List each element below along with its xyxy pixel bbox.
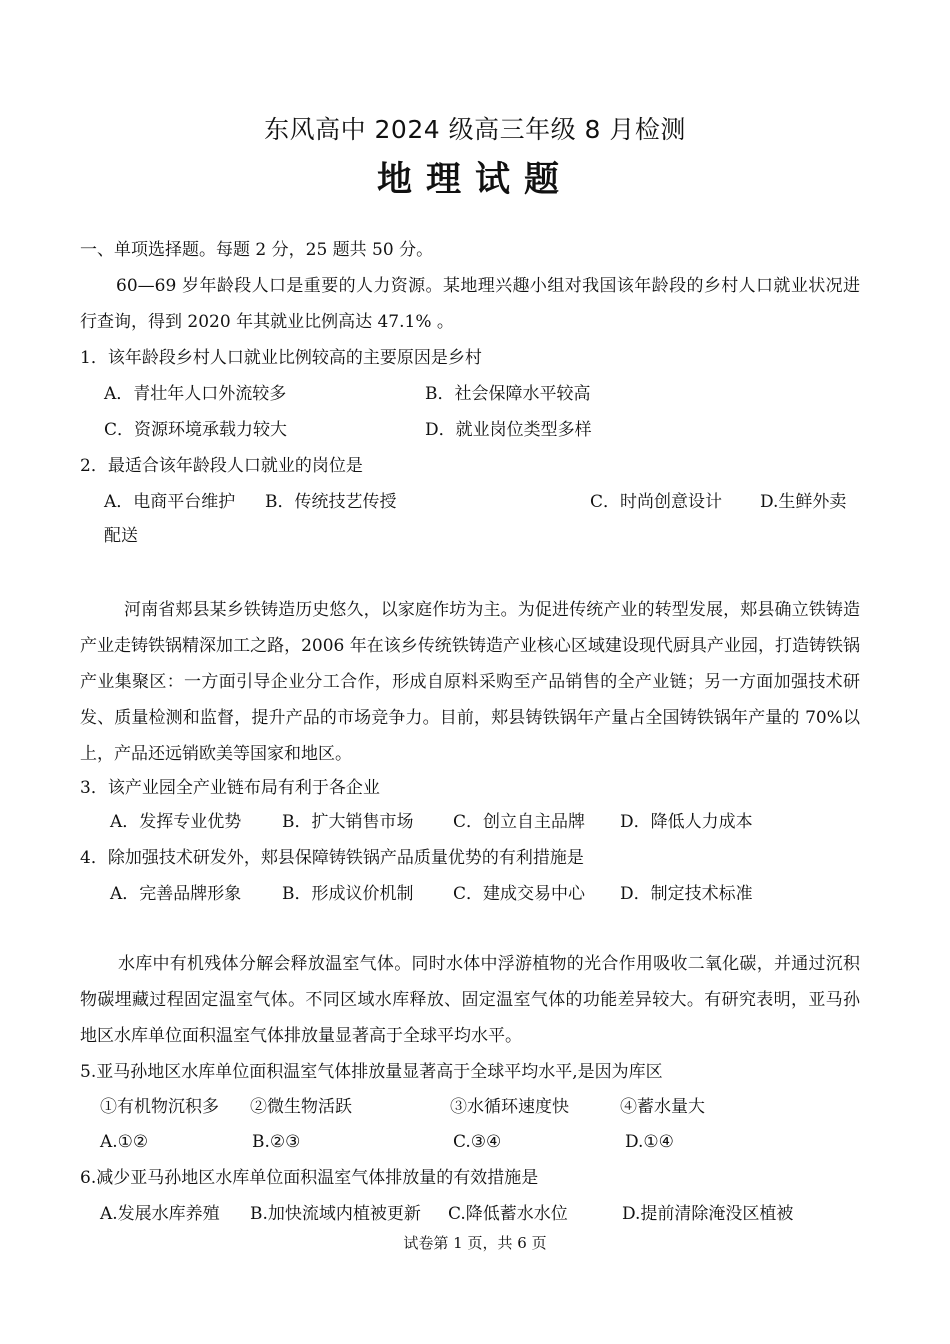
section-heading: 一、单项选择题。每题 2 分，25 题共 50 分。: [80, 240, 434, 260]
question-1-stem: 1．该年龄段乡村人口就业比例较高的主要原因是乡村: [80, 348, 482, 368]
question-1-option-a: A．青壮年人口外流较多: [104, 384, 287, 404]
question-3-option-d: D．降低人力成本: [620, 812, 753, 832]
question-2-option-b: B．传统技艺传授: [265, 492, 397, 512]
exam-title: 东风高中 2024 级高三年级 8 月检测: [264, 115, 686, 144]
question-3-option-b: B．扩大销售市场: [282, 812, 414, 832]
question-5-statement-2: ②微生物活跃: [250, 1097, 352, 1117]
question-6-option-c: C.降低蓄水水位: [448, 1204, 568, 1224]
question-2-option-d: D.生鲜外卖: [760, 492, 847, 512]
question-6-stem: 6.减少亚马孙地区水库单位面积温室气体排放量的有效措施是: [80, 1168, 539, 1188]
question-1-option-c: C．资源环境承载力较大: [104, 420, 288, 440]
passage-2: 河南省郏县某乡铁铸造历史悠久，以家庭作坊为主。为促进传统产业的转型发展，郏县确立铁铸造产业走铸铁锅精深加工之路，2006 年在该乡传统铁铸造产业核心区域建设现代厨具产业园，打造铸铁锅产业集聚区：一方面引导企业分工合作，形成自原料采购至产品销售的全产业链；另一方面加强技术研发、质量检测和监督，提升产品的市场竞争力。目前，郏县铸铁锅年产量占全国铸铁锅年产量的 70%以上，产品还远销欧美等国家和地区。: [80, 600, 860, 764]
question-3-stem: 3．该产业园全产业链布局有利于各企业: [80, 778, 380, 798]
subject-title: 地理试题: [376, 160, 573, 200]
question-6-option-d: D.提前清除淹没区植被: [622, 1204, 794, 1224]
question-2-option-c: C．时尚创意设计: [590, 492, 723, 512]
question-4-option-a: A．完善品牌形象: [110, 884, 242, 904]
question-2-option-d-continued: 配送: [104, 526, 138, 546]
question-5-option-c: C.③④: [453, 1132, 502, 1152]
question-2-stem: 2．最适合该年龄段人口就业的岗位是: [80, 456, 363, 476]
question-6-option-b: B.加快流域内植被更新: [250, 1204, 421, 1224]
question-5-option-d: D.①④: [625, 1132, 674, 1152]
question-1-option-b: B．社会保障水平较高: [425, 384, 591, 404]
question-5-option-a: A.①②: [100, 1132, 149, 1152]
passage-1: 60—69 岁年龄段人口是重要的人力资源。某地理兴趣小组对我国该年龄段的乡村人口就业状况进行查询，得到 2020 年其就业比例高达 47.1% 。: [80, 276, 860, 332]
question-5-stem: 5.亚马孙地区水库单位面积温室气体排放量显著高于全球平均水平,是因为库区: [80, 1062, 663, 1082]
question-1-option-d: D．就业岗位类型多样: [425, 420, 592, 440]
question-5-statement-4: ④蓄水量大: [620, 1097, 705, 1117]
question-5-statement-1: ①有机物沉积多: [100, 1097, 219, 1117]
passage-3: 水库中有机残体分解会释放温室气体。同时水体中浮游植物的光合作用吸收二氧化碳，并通过沉积物碳埋藏过程固定温室气体。不同区域水库释放、固定温室气体的功能差异较大。有研究表明，亚马孙地区水库单位面积温室气体排放量显著高于全球平均水平。: [80, 954, 860, 1046]
question-4-option-c: C．建成交易中心: [453, 884, 586, 904]
question-4-stem: 4．除加强技术研发外，郏县保障铸铁锅产品质量优势的有利措施是: [80, 848, 584, 868]
question-5-statement-3: ③水循环速度快: [450, 1097, 569, 1117]
page-footer: 试卷第 1 页，共 6 页: [403, 1234, 547, 1252]
question-6-option-a: A.发展水库养殖: [100, 1204, 220, 1224]
question-4-option-b: B．形成议价机制: [282, 884, 414, 904]
question-4-option-d: D．制定技术标准: [620, 884, 753, 904]
question-3-option-a: A．发挥专业优势: [110, 812, 242, 832]
question-5-option-b: B.②③: [252, 1132, 301, 1152]
question-2-option-a: A．电商平台维护: [104, 492, 236, 512]
question-3-option-c: C．创立自主品牌: [453, 812, 586, 832]
